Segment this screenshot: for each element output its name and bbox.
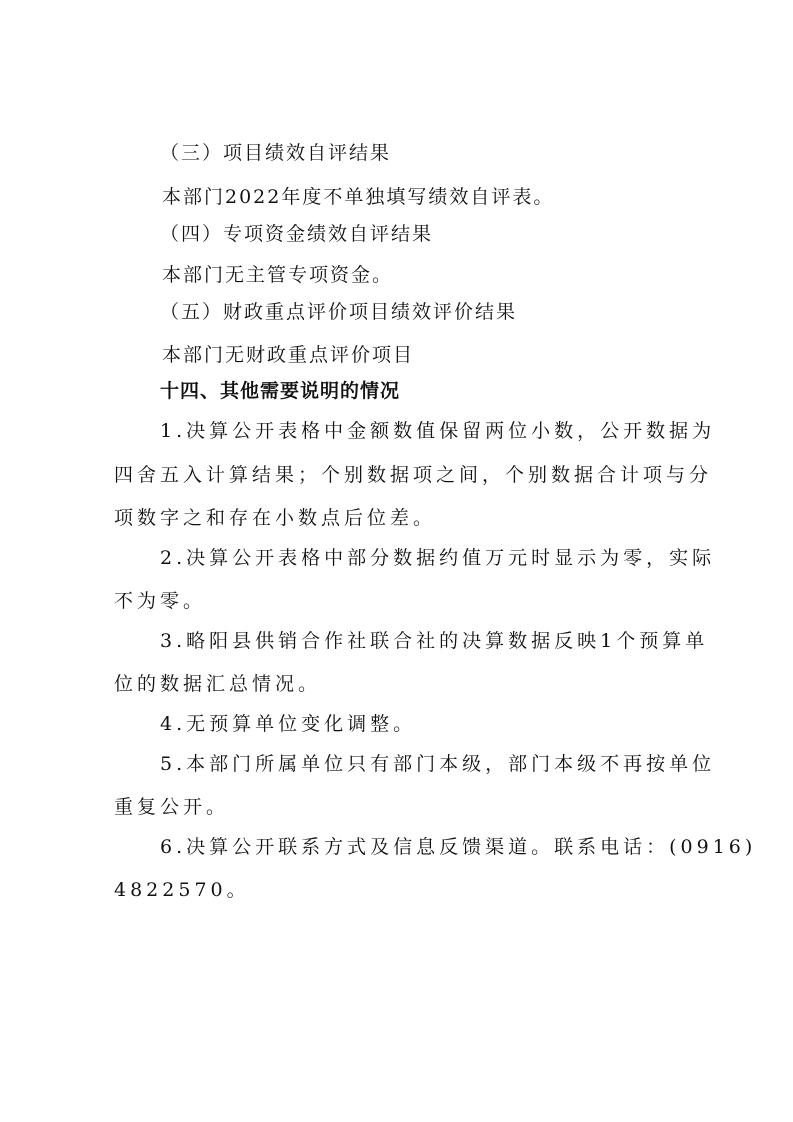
section-3-body: 本部门2022年度不单独填写绩效自评表。 bbox=[162, 186, 555, 208]
section-5-body: 本部门无财政重点评价项目 bbox=[162, 344, 415, 366]
section-14-heading: 十四、其他需要说明的情况 bbox=[160, 380, 401, 402]
note-5-line-1: 5.本部门所属单位只有部门本级，部门本级不再按单位 bbox=[160, 753, 716, 775]
note-3-line-2: 位的数据汇总情况。 bbox=[114, 673, 322, 695]
section-3-title: （三）项目绩效自评结果 bbox=[160, 142, 392, 164]
note-2-line-1: 2.决算公开表格中部分数据约值万元时显示为零，实际 bbox=[160, 547, 716, 569]
note-2-line-2: 不为零。 bbox=[114, 590, 207, 612]
note-4-line-1: 4.无预算单位变化调整。 bbox=[160, 713, 417, 735]
note-6-line-2: 4822570。 bbox=[114, 879, 250, 901]
note-6-line-1: 6.决算公开联系方式及信息反馈渠道。联系电话：(0916) bbox=[160, 836, 757, 858]
section-4-title: （四）专项资金绩效自评结果 bbox=[160, 223, 434, 245]
section-5-title: （五）财政重点评价项目绩效评价结果 bbox=[160, 301, 518, 323]
note-1-line-3: 项数字之和存在小数点后位差。 bbox=[114, 507, 437, 529]
section-4-body: 本部门无主管专项资金。 bbox=[162, 264, 394, 286]
note-1-line-1: 1.决算公开表格中金额数值保留两位小数，公开数据为 bbox=[160, 420, 716, 442]
note-1-line-2: 四舍五入计算结果；个别数据项之间，个别数据合计项与分 bbox=[114, 464, 713, 486]
note-5-line-2: 重复公开。 bbox=[114, 796, 230, 818]
note-3-line-1: 3.略阳县供销合作社联合社的决算数据反映1个预算单 bbox=[160, 630, 709, 652]
